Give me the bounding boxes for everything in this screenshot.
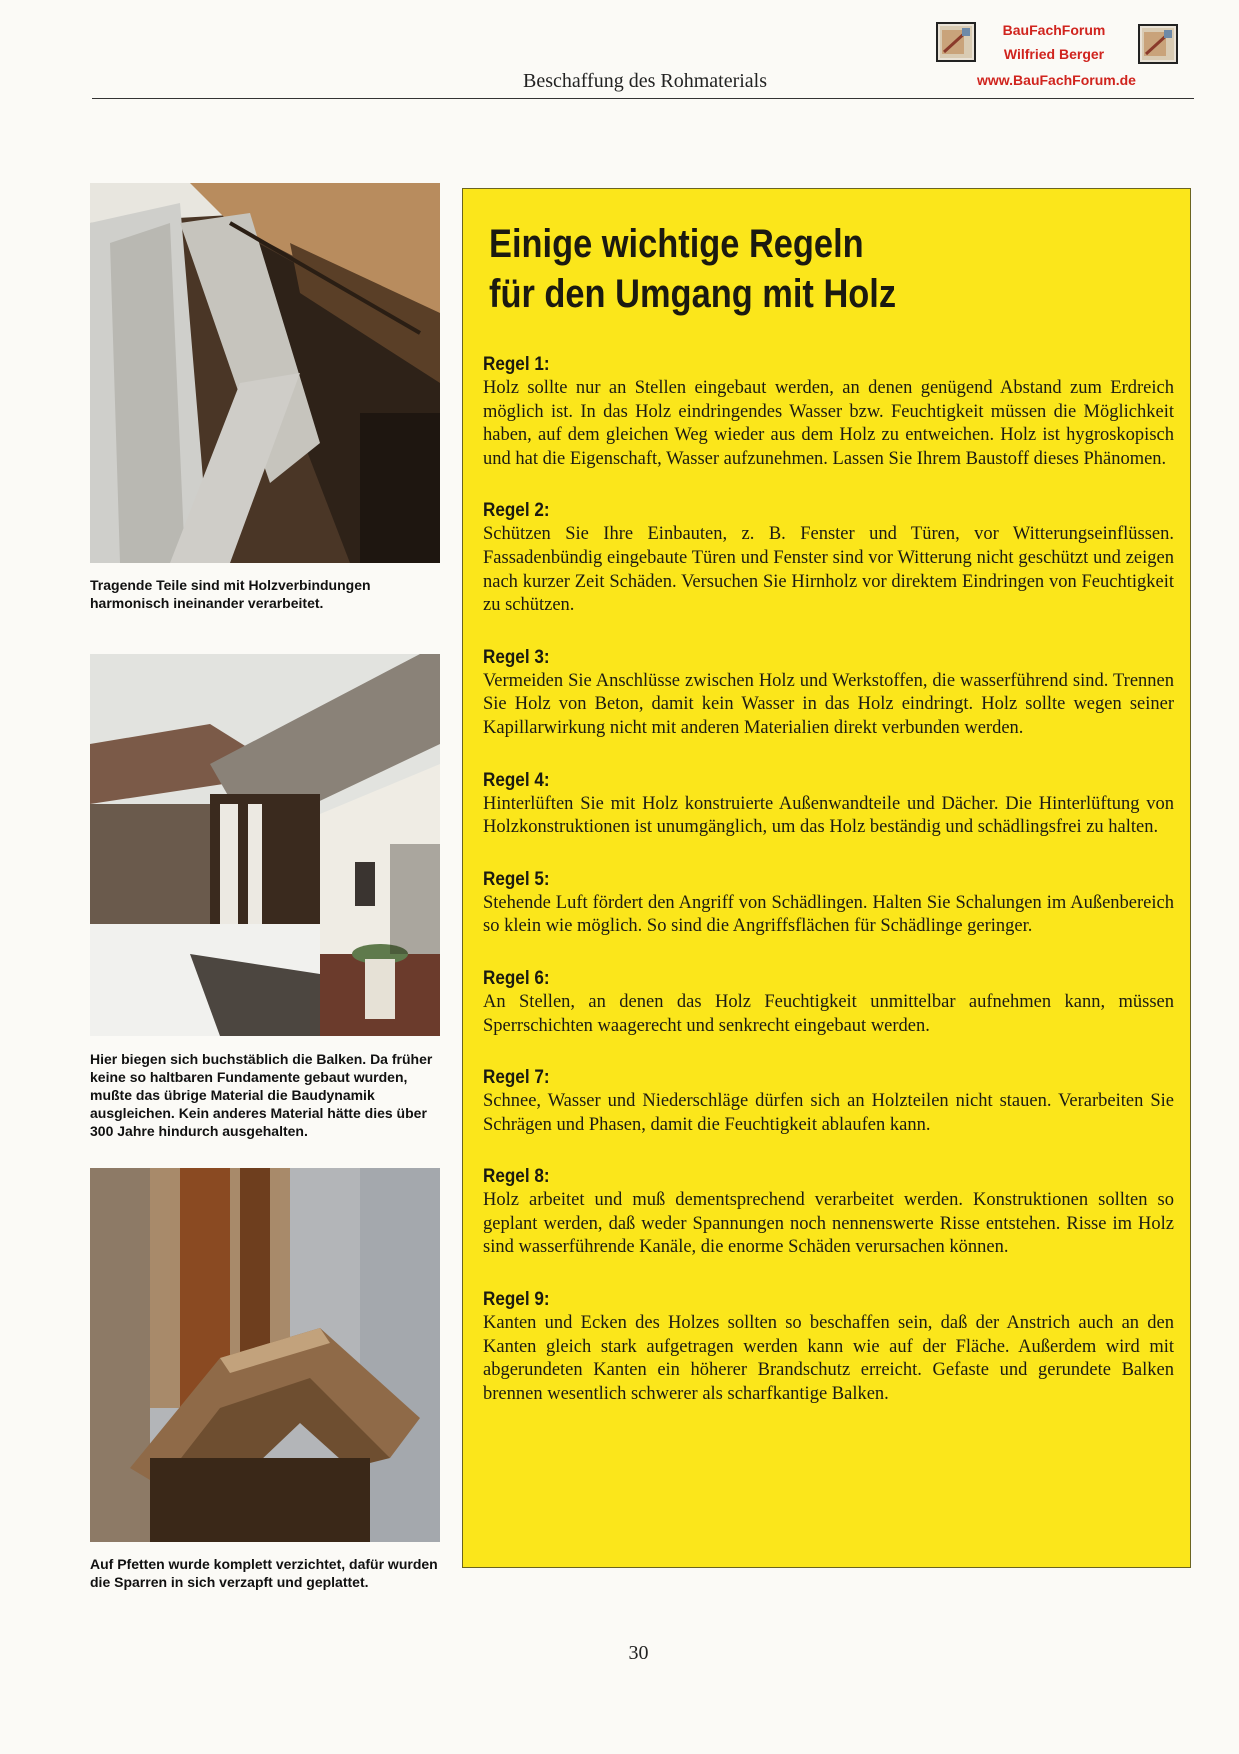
rule-text: Vermeiden Sie Anschlüsse zwischen Holz und Werkstoffen, die wasserführend sind. Trennen Sie Holz von Beton, damit kein Wasser in das Holz eindringt. Holz sollte wegen seiner Kapillarwirkung nicht mit anderen Materialien direkt verbunden werden.: [483, 670, 1174, 738]
photo-farmhouse: [90, 654, 440, 1036]
rule-heading: Regel 1:: [483, 354, 550, 375]
rules-title: [489, 219, 1005, 319]
rule-heading: Regel 7:: [483, 1067, 550, 1089]
rule-3: [483, 646, 1174, 741]
rule-1: [483, 353, 1174, 471]
rule-9: [483, 1288, 1174, 1406]
rules-title-line-1: Einige wichtige Regeln: [489, 222, 864, 266]
rule-text: Holz sollte nur an Stellen eingebaut werden, an denen genügend Abstand zum Erdreich möglich ist. In das Holz eindringendes Wasser bzw. Feuchtigkeit müssen die Möglichkeit haben, auf dem gleichen Weg wieder aus dem Holz zu entweichen. Holz ist hygroskopisch und hat die Eigenschaft, Wasser aufzunehmen. Lassen Sie Ihrem Baustoff dieses Phänomen.: [483, 378, 1174, 469]
rule-2: [483, 499, 1174, 617]
photo-timber-joints: [90, 183, 440, 563]
rules-title-line-2: für den Umgang mit Holz: [489, 272, 897, 316]
rules-box: [462, 188, 1191, 1568]
rule-text: Kanten und Ecken des Holzes sollten so beschaffen sein, daß der Anstrich auch an den Kanten gleich stark aufgetragen werden kann wie auf der Fläche. Außerdem wird mit abgerundeten Kanten ein höherer Brandschutz erreicht. Gefaste und gerundete Balken brennen wesentlich schwerer als scharfkantige Balken.: [483, 1313, 1174, 1404]
rule-text: An Stellen, an denen das Holz Feuchtigkeit unmittelbar aufnehmen kann, müssen Sperrschichten waagerecht und senkrecht eingebaut werden.: [483, 991, 1174, 1036]
publisher-logo: [934, 18, 1184, 92]
rule-text: Schützen Sie Ihre Einbauten, z. B. Fenster und Türen, vor Witterungseinflüssen. Fassadenbündig eingebaute Türen und Fenster sind vor Witterung nicht geschützt und zeigen nach kurzer Zeit Schäden. Versuchen Sie Hirnholz vor direktem Eindringen von Feuchtigkeit zu schützen.: [483, 524, 1174, 616]
logo-line-1: BauFachForum: [1002, 22, 1106, 38]
rule-8: [483, 1165, 1174, 1260]
rule-5: [483, 868, 1174, 939]
rule-heading: Regel 5:: [483, 868, 550, 890]
rule-heading: Regel 9:: [483, 1289, 550, 1311]
rule-6: [483, 967, 1174, 1038]
rule-heading: Regel 8:: [483, 1166, 550, 1188]
rule-heading: Regel 4:: [483, 769, 550, 791]
page-number: 30: [628, 1642, 649, 1664]
rule-7: [483, 1066, 1174, 1137]
rule-heading: Regel 2:: [483, 500, 550, 522]
header-rule: [92, 98, 1194, 99]
photo-caption-1: Tragende Teile sind mit Holzverbindungen harmonisch ineinander verarbeitet.: [90, 577, 371, 611]
rule-text: Stehende Luft fördert den Angriff von Schädlingen. Halten Sie Schalungen im Außenbereich so klein wie möglich. So sind die Angriffsflächen für Schädlinge geringer.: [483, 892, 1174, 937]
logo-emblem-right: [1138, 24, 1178, 64]
logo-emblem-left: [936, 22, 976, 62]
rule-text: Schnee, Wasser und Niederschläge dürfen sich an Holzteilen nicht stauen. Verarbeiten Sie Schrägen und Phasen, damit die Feuchtigkeit ablaufen kann.: [483, 1091, 1174, 1135]
logo-line-2: Wilfried Berger: [1003, 46, 1105, 62]
photo-caption-3: Auf Pfetten wurde komplett verzichtet, dafür wurden die Sparren in sich verzapft und geplattet.: [90, 1556, 438, 1590]
rule-text: Hinterlüften Sie mit Holz konstruierte Außenwandteile und Dächer. Die Hinterlüftung von Holzkonstruktionen ist unumgänglich, um das Holz beständig und schädlingsfrei zu halten.: [483, 793, 1174, 838]
running-title: Beschaffung des Rohmaterials: [522, 70, 767, 92]
rule-4: [483, 769, 1174, 840]
photo-caption-2: Hier biegen sich buchstäblich die Balken. Da früher keine so haltbaren Fundamente gebaut wurden, mußte das übrige Material die Baudynamik ausgleichen. Kein anderes Material hätte dies über 300 Jahre hindurch ausgehalten.: [90, 1051, 433, 1139]
rule-heading: Regel 3:: [483, 646, 550, 668]
photo-rafters: [90, 1168, 440, 1542]
rule-text: Holz arbeitet und muß dementsprechend verarbeitet werden. Konstruktionen sollten so geplant werden, daß weder Spannungen noch nennenswerte Risse entstehen. Risse im Holz sind wasserführende Kanäle, die enorme Schäden verursachen können.: [483, 1190, 1174, 1258]
rule-heading: Regel 6:: [483, 967, 550, 989]
logo-url: www.BauFachForum.de: [977, 72, 1136, 88]
